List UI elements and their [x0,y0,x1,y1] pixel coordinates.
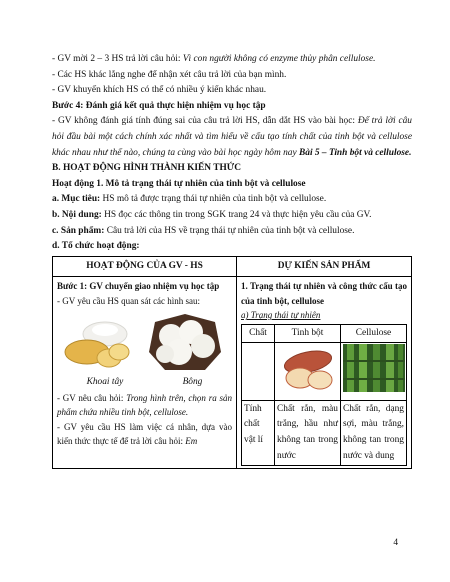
sub-header-starch: Tinh bột [275,324,341,343]
product-title: 1. Trạng thái tự nhiên và công thức cấu tạo của tinh bột, cellulose [241,281,407,306]
organization-heading: d. Tổ chức hoạt động: [52,241,140,252]
right-cell [237,277,412,469]
image-row [57,312,232,372]
bamboo-image-cell [341,343,407,401]
caption-potato: Khoai tây [86,377,124,388]
cotton-image [145,312,225,372]
objective [52,192,412,208]
question-instruction [57,391,232,420]
properties-table [241,324,407,467]
italic-text: Trong hình trên, chọn ra sản phẩm chứa nhiều tinh bột, cellulose. [57,392,232,418]
potato-flour-image [57,312,137,372]
label: b. Nội dung: [52,209,102,220]
header-teacher-student: HOẠT ĐỘNG CỦA GV - HS [53,256,237,277]
italic-text: Vì con người không có enzyme thủy phân cellulose. [182,54,376,64]
activity-table [52,256,412,469]
caption-cotton: Bông [182,377,203,388]
sweet-potato-image-cell [275,343,341,401]
label: c. Sản phẩm: [52,225,105,236]
text: - GV yêu cầu HS làm việc cá nhân, dựa vào kiến thức thực tế để trả lời câu hỏi: [57,421,232,446]
text: HS đọc các thông tin trong SGK trang 24 và thực hiện yêu cầu của GV. [101,209,372,220]
starch-description: Chất rắn, màu trắng, hầu như không tan trong nước [275,400,341,465]
activity-1-heading: Hoạt động 1. Mô tả trạng thái tự nhiên của tinh bột và cellulose [52,178,306,189]
section-b-heading: B. HOẠT ĐỘNG HÌNH THÀNH KIẾN THỨC [52,163,242,174]
row-label-physical: Tính chất vật lí [242,400,275,465]
individual-work-instruction [57,420,232,449]
sub-header-substance: Chất [242,324,275,343]
product [52,224,412,240]
page-number: 4 [393,538,398,548]
product-subtitle: a) Trạng thái tự nhiên [241,310,321,321]
image-captions [57,375,232,391]
content [52,208,412,224]
paragraph-listen: - Các HS khác lắng nghe để nhận xét câu trả lời của bạn mình. [52,69,287,80]
label: a. Mục tiêu: [52,194,101,205]
observe-instruction: - GV yêu cầu HS quan sát các hình sau: [57,295,201,306]
text: - GV mời 2 – 3 HS trả lời câu hỏi: [52,54,183,64]
step1-heading: Bước 1: GV chuyển giao nhiệm vụ học tập [57,281,220,292]
text: HS mô tả được trạng thái tự nhiên của tinh bột và cellulose. [100,194,327,205]
lesson-title: Bài 5 – Tinh bột và cellulose. [299,147,412,158]
text: Câu trả lời của HS về trạng thái tự nhiên của tinh bột và cellulose. [104,225,355,236]
text: - GV nêu câu hỏi: [57,392,127,403]
text: - GV không đánh giá tính đúng sai của câu trả lời HS, dẫn dắt HS vào bài học: [52,116,358,127]
empty-cell [242,343,275,401]
page-content [52,52,412,469]
paragraph-encourage: - GV khuyến khích HS có thể có nhiều ý kiến khác nhau. [52,85,267,96]
sub-header-cellulose: Cellulose [341,324,407,343]
header-expected-product: DỰ KIẾN SẢN PHẨM [237,256,412,277]
cellulose-description: Chất rắn, dạng sợi, màu trắng, không tan trong nước và dung [341,400,407,465]
step4-heading: Bước 4: Đánh giá kết quả thực hiện nhiệm vụ học tập [52,100,266,111]
italic-text: Em [185,435,198,446]
sweet-potato-image [278,344,338,392]
left-cell [53,277,237,469]
bamboo-image [343,344,405,392]
paragraph-answer-question [52,52,412,68]
italic-text: Để trả lời câu hỏi đầu bài một cách chính xác nhất và tìm hiểu về cấu tạo tính chất của tinh bột và cellulose khác nhau như thế nào, chúng ta cùng vào bài học ngày hôm nay [52,116,412,158]
paragraph-lead-in [52,114,412,161]
